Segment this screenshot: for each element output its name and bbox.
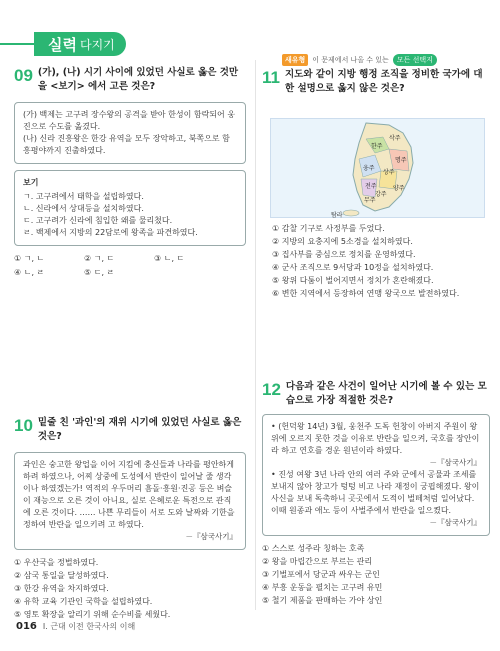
column-divider — [255, 60, 256, 610]
question-12-source-2: －『삼국사기』 — [429, 518, 481, 527]
question-10-source: －『삼국사기』 — [185, 532, 237, 541]
map-label: 전주 — [365, 183, 377, 190]
map-label: 웅주 — [363, 165, 375, 172]
option[interactable]: ④ ㄴ, ㄹ — [14, 268, 45, 277]
map-label: 한주 — [371, 143, 383, 150]
question-12-passage-2: • 진성 여왕 3년 나라 안의 여러 주와 군에서 공물과 조세를 보내지 않아 창고가 텅텅 비고 나라 재정이 궁핍해졌다. 왕이 사신을 보내 독촉하니 곳곳에서 도적이 벌떼처럼 일어났다. 이때 원종과 애노 등이 사벌주에서 반란을 일으켰다. — [271, 470, 480, 515]
question-12-text: 다음과 같은 사건이 일어난 시기에 볼 수 있는 모습으로 가장 적절한 것은? — [285, 381, 487, 406]
question-10-text: 밑줄 친 '과인'의 재위 시기에 있었던 사실로 옳은 것은? — [37, 417, 242, 442]
option[interactable]: ② 삼국 통일을 달성하였다. — [14, 571, 109, 580]
question-9-passage-a: (가) 백제는 고구려 장수왕의 공격을 받아 한성이 함락되어 웅진으로 수도를 옮겼다. — [23, 110, 236, 131]
question-10-passage — [14, 452, 246, 550]
question-11-tags — [282, 54, 490, 66]
option[interactable]: ③ 한강 유역을 차지하였다. — [14, 584, 109, 593]
tag-caption: 이 문제에서 나올 수 있는 — [312, 56, 389, 64]
map-label: 무주 — [364, 197, 376, 204]
option[interactable]: ② 지방의 요충지에 5소경을 설치하였다. — [272, 237, 413, 246]
silla-administrative-map — [270, 118, 485, 218]
option[interactable]: ⑥ 변한 지역에서 등장하여 연맹 왕국으로 발전하였다. — [272, 289, 460, 298]
map-label: 양주 — [393, 185, 405, 192]
bogi-item: ㄹ. 백제에서 지방의 22담로에 왕족을 파견하였다. — [23, 228, 198, 237]
option[interactable]: ② ㄱ, ㄷ — [84, 254, 115, 263]
question-12-passage — [262, 414, 490, 536]
question-9-text: (가), (나) 시기 사이에 있었던 사실로 옳은 것만을 <보기> 에서 고른 것은? — [37, 67, 239, 92]
option[interactable]: ⑤ ㄷ, ㄹ — [84, 268, 115, 277]
option[interactable]: ③ ㄴ, ㄷ — [154, 254, 185, 263]
question-9-passage — [14, 102, 246, 164]
question-12-number: 12 — [262, 380, 281, 399]
question-11 — [262, 54, 490, 96]
chapter-title: Ⅰ. 근대 이전 한국사의 이해 — [42, 622, 136, 631]
option[interactable]: ⑤ 철기 제품을 판매하는 가야 상인 — [262, 596, 383, 605]
map-label: 삭주 — [389, 135, 401, 142]
bogi-item: ㄷ. 고구려가 신라에 침입한 왜를 물리쳤다. — [23, 216, 173, 225]
section-badge-bold: 실력 — [48, 35, 77, 54]
jeju-shape — [343, 210, 359, 216]
option[interactable]: ③ 기벌포에서 당군과 싸우는 군인 — [262, 570, 380, 579]
section-badge-light: 다지기 — [79, 37, 115, 52]
option[interactable]: ⑤ 영토 확장을 알리기 위해 순수비를 세웠다. — [14, 610, 171, 619]
question-10-number: 10 — [14, 416, 33, 435]
all-options-badge: 모든 선택지 — [393, 54, 437, 66]
option[interactable]: ④ 군사 조직으로 9서당과 10정을 설치하였다. — [272, 263, 434, 272]
question-9-number: 09 — [14, 66, 33, 85]
question-11-options — [272, 222, 492, 300]
question-12-options — [262, 542, 490, 607]
option[interactable]: ① ㄱ, ㄴ — [14, 254, 45, 263]
header-line — [0, 43, 34, 45]
new-type-badge: 새유형 — [282, 54, 308, 66]
map-label: 명주 — [395, 157, 407, 164]
question-11-number: 11 — [262, 68, 280, 87]
question-9-options — [14, 252, 246, 280]
option[interactable]: ③ 집사부를 중심으로 정치를 운영하였다. — [272, 250, 416, 259]
page-footer — [16, 621, 135, 632]
question-9 — [14, 66, 246, 280]
map-label: 탐라 — [331, 212, 343, 219]
question-10-passage-text: 과인은 숭고한 왕업을 이어 지킴에 충신들과 나라를 평안하게 하려 하였으나, 어찌 상중에 도성에서 반란이 일어날 줄 생각이나 하였겠는가! 역적의 우두머리 흠돌·흥원·진공 등은 벼슬이 재능으로 오른 것이 아니요, 실로 은혜로운 특전으로 관직에 오른 것이다. …… 나쁜 무리들이 서로 도와 날짜와 기한을 정하여 반란을 일으키려 고 하였다. — [23, 460, 235, 529]
option[interactable]: ④ 유학 교육 기관인 국학을 설립하였다. — [14, 597, 153, 606]
option[interactable]: ① 스스로 성주라 칭하는 호족 — [262, 544, 365, 553]
page-number: 016 — [16, 621, 37, 632]
option[interactable]: ② 왕을 마립간으로 부르는 관리 — [262, 557, 373, 566]
bogi-item: ㄴ. 신라에서 상대등을 설치하였다. — [23, 204, 144, 213]
question-10-options — [14, 556, 246, 621]
question-10 — [14, 416, 246, 621]
section-badge — [34, 32, 126, 56]
question-9-passage-b: (나) 신라 진흥왕은 한강 유역을 모두 장악하고, 북쪽으로 함흥평야까지 진출하였다. — [23, 134, 230, 155]
bogi-item: ㄱ. 고구려에서 태학을 설립하였다. — [23, 192, 144, 201]
question-12 — [262, 380, 490, 607]
option[interactable]: ① 감찰 기구로 사정부를 두었다. — [272, 224, 385, 233]
question-11-text: 지도와 같이 지방 행정 조직을 정비한 국가에 대한 설명으로 옳지 않은 것은? — [284, 69, 483, 94]
question-9-bogi — [14, 170, 246, 246]
question-12-source-1: －『삼국사기』 — [429, 458, 481, 467]
question-12-passage-1: • (헌덕왕 14년) 3월, 웅천주 도독 헌창이 아버지 주원이 왕위에 오르지 못한 것을 이유로 반란을 일으켜, 국호를 장안이라 하고 연호를 경운 원년이라 하였다. — [271, 422, 480, 455]
map-graphic — [271, 119, 486, 219]
bogi-label: 보기 — [23, 178, 39, 187]
map-label: 상주 — [383, 169, 395, 176]
option[interactable]: ⑤ 왕위 다툼이 벌어지면서 정치가 혼란해졌다. — [272, 276, 434, 285]
option[interactable]: ① 우산국을 정벌하였다. — [14, 558, 99, 567]
map-label: 강주 — [375, 191, 387, 198]
option[interactable]: ④ 부흥 운동을 펼치는 고구려 유민 — [262, 583, 383, 592]
